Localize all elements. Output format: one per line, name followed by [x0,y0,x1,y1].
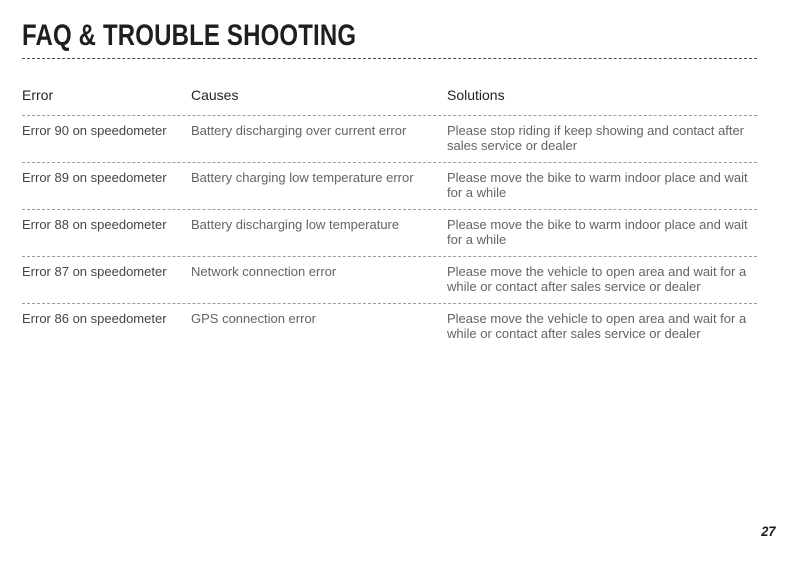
error-cell: Error 90 on speedometer [22,123,167,138]
cause-cell: Network connection error [191,264,337,279]
error-cell: Error 86 on speedometer [22,311,167,326]
title-divider [22,58,757,59]
table-row [22,116,757,163]
table-row [22,210,757,257]
page-number: 27 [761,523,776,539]
solution-cell: Please move the vehicle to open area and wait for a while or contact after sales service or dealer [447,311,747,341]
cause-cell: GPS connection error [191,311,317,326]
table-row [22,163,757,210]
cause-cell: Battery discharging low temperature [191,217,400,232]
table-row [22,304,757,350]
cause-cell: Battery charging low temperature error [191,170,414,185]
error-cell: Error 89 on speedometer [22,170,167,185]
faq-table [22,87,757,350]
column-header-error: Error [22,87,54,103]
page-title: FAQ & TROUBLE SHOOTING [22,19,357,52]
column-header-solutions: Solutions [447,87,505,103]
error-cell: Error 88 on speedometer [22,217,167,232]
solution-cell: Please move the vehicle to open area and wait for a while or contact after sales service or dealer [447,264,747,294]
column-header-causes: Causes [191,87,239,103]
cause-cell: Battery discharging over current error [191,123,407,138]
solution-cell: Please move the bike to warm indoor place and wait for a while [447,170,748,200]
solution-cell: Please stop riding if keep showing and contact after sales service or dealer [447,123,745,153]
table-header-row [22,87,757,116]
error-cell: Error 87 on speedometer [22,264,167,279]
table-row [22,257,757,304]
solution-cell: Please move the bike to warm indoor place and wait for a while [447,217,748,247]
